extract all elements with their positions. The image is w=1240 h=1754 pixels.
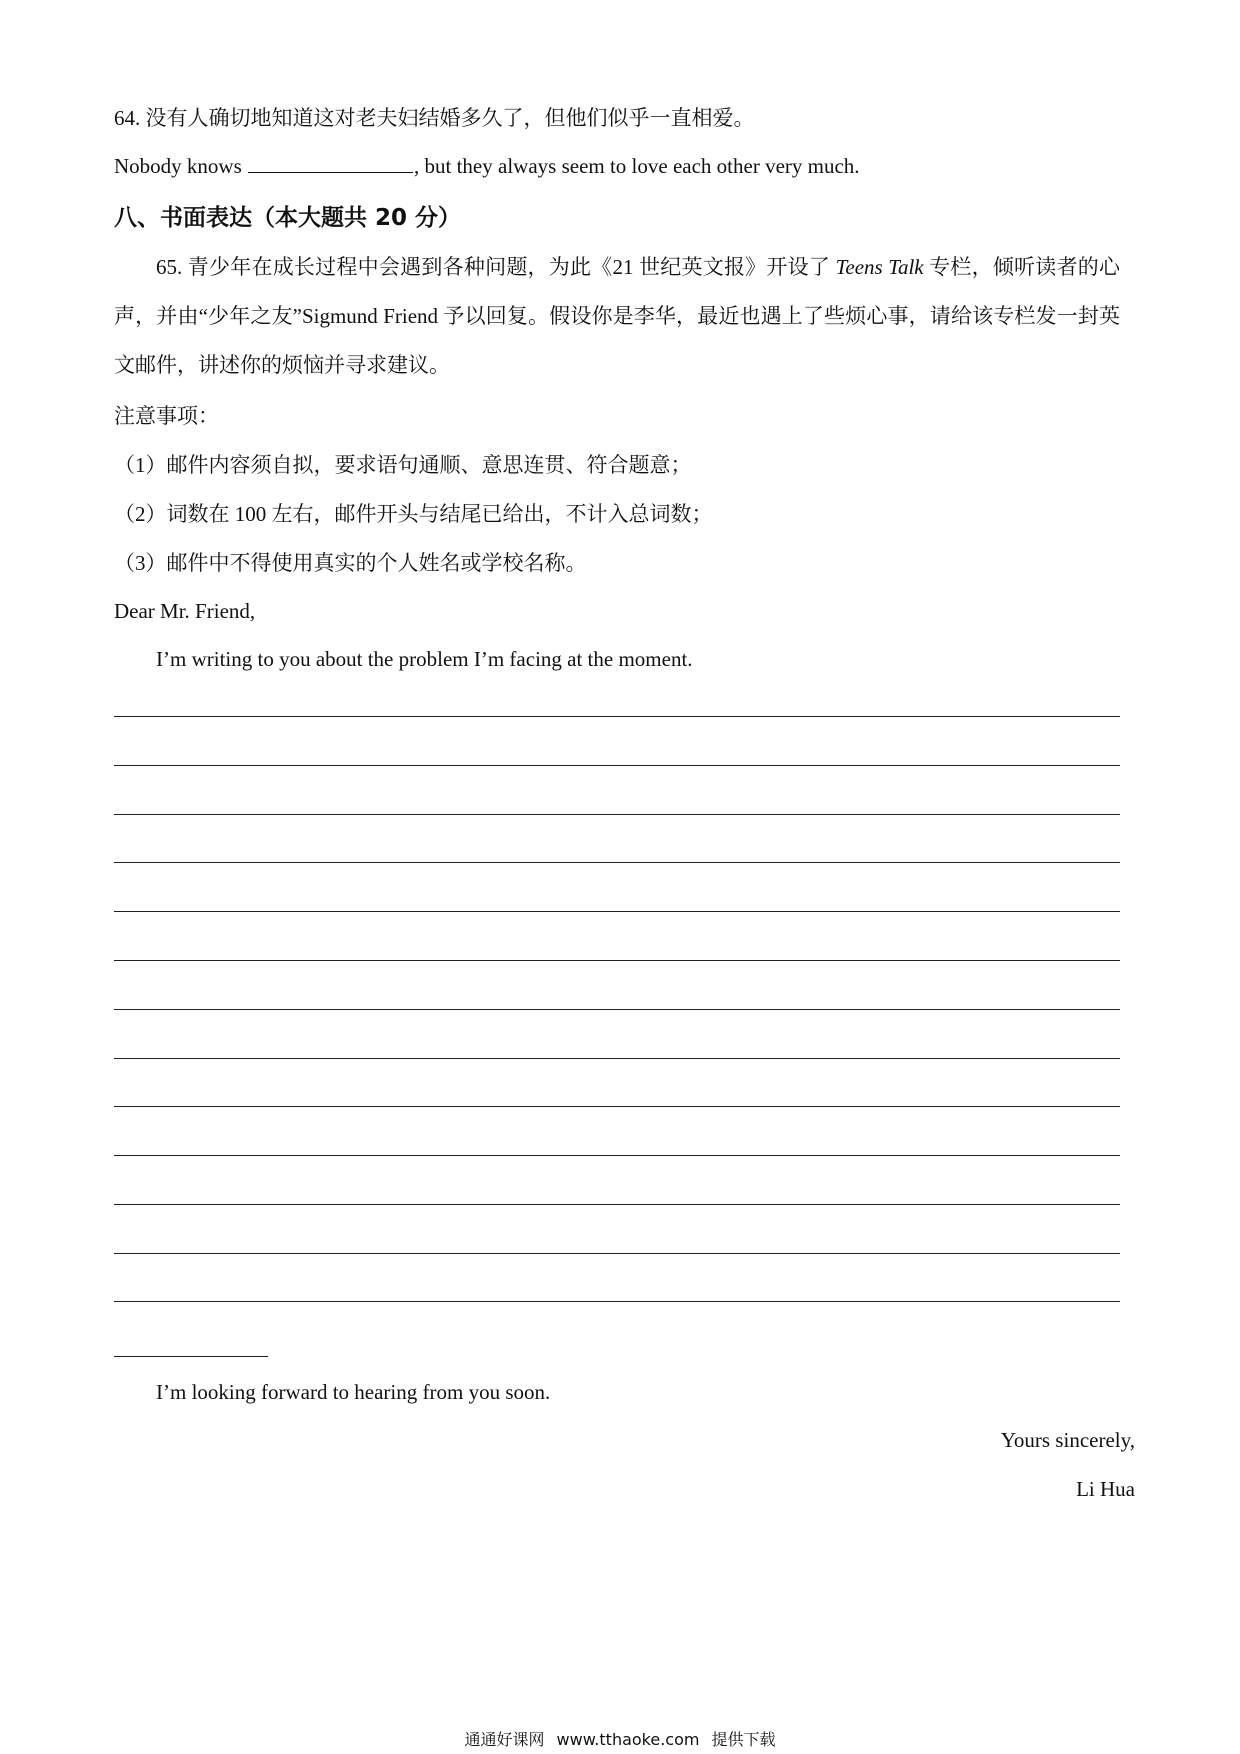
- writing-line: [114, 862, 1120, 863]
- section-heading: 八、书面表达（本大题共 20 分）: [114, 205, 462, 231]
- question-65-text-part2: 专栏，倾听读者的心声，并由“少年之友”Sigmund Friend 予以回复。假设你是李华，最近也遇上了些烦心事，请给该专栏发一封英文邮件，讲述你的烦恼并寻求建议。: [114, 255, 1121, 377]
- answer-blank[interactable]: [248, 154, 413, 173]
- question-64-prompt: 64. 没有人确切地知道这对老夫妇结婚多久了，但他们似乎一直相爱。: [114, 106, 755, 130]
- writing-line: [114, 765, 1120, 766]
- writing-line: [114, 1058, 1120, 1059]
- answer-text-before: Nobody knows: [114, 154, 248, 178]
- footer-url[interactable]: www.tthaoke.com: [556, 1730, 700, 1749]
- writing-line: [114, 1106, 1120, 1107]
- writing-line: [114, 1301, 1120, 1302]
- letter-sign-off: Yours sincerely,: [1000, 1428, 1135, 1452]
- page-footer: [0, 1730, 1240, 1750]
- letter-salutation: Dear Mr. Friend,: [114, 599, 256, 623]
- footer-site-name: 通通好课网: [464, 1730, 545, 1749]
- writing-line: [114, 814, 1120, 815]
- column-name: Teens Talk: [835, 255, 924, 279]
- note-item-3: （3）邮件中不得使用真实的个人姓名或学校名称。: [114, 551, 587, 575]
- letter-closing: I’m looking forward to hearing from you soon.: [156, 1380, 551, 1404]
- writing-line: [114, 911, 1120, 912]
- question-65-text-part1: 65. 青少年在成长过程中会遇到各种问题，为此《21 世纪英文报》开设了: [156, 255, 836, 279]
- note-item-2: （2）词数在 100 左右，邮件开头与结尾已给出，不计入总词数；: [114, 502, 713, 526]
- writing-line: [114, 960, 1120, 961]
- writing-line: [114, 1204, 1120, 1205]
- question-65-prompt: [114, 243, 1120, 390]
- writing-line: [114, 716, 1120, 717]
- writing-line: [114, 1009, 1120, 1010]
- note-item-1: （1）邮件内容须自拟，要求语句通顺、意思连贯、符合题意；: [114, 453, 692, 477]
- question-64-answer-line: [114, 152, 860, 180]
- notes-title: 注意事项：: [114, 404, 219, 428]
- answer-text-after: , but they always seem to love each other very much.: [414, 154, 860, 178]
- letter-opening: I’m writing to you about the problem I’m facing at the moment.: [156, 647, 693, 671]
- writing-line-short: [114, 1356, 268, 1357]
- letter-signature: Li Hua: [1076, 1477, 1135, 1501]
- writing-line: [114, 1155, 1120, 1156]
- writing-line: [114, 1253, 1120, 1254]
- footer-note: 提供下载: [711, 1730, 776, 1749]
